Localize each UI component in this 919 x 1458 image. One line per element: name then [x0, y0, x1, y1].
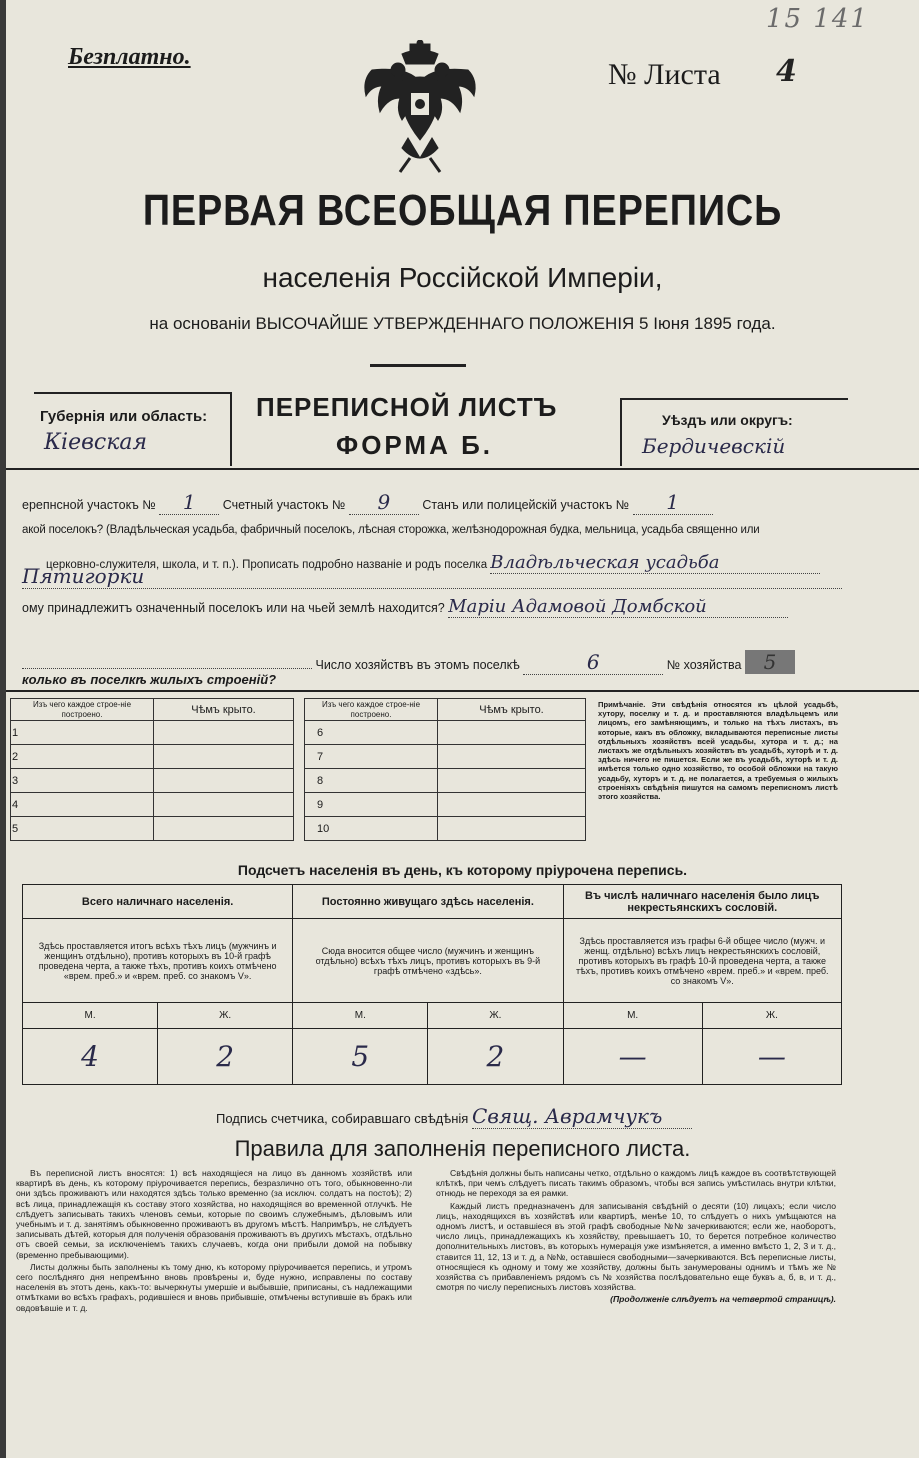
non-peasant-header: Въ числѣ наличнаго населенія было лицъ некрестьянскихъ сословій. [563, 885, 842, 919]
sheet-number-label: № Листа [608, 58, 721, 91]
material-header: Изъ чего каждое строе-ніе построено. [305, 699, 438, 721]
buildings-note: Примѣчаніе. Эти свѣдѣнія относятся къ цѣлой усадьбѣ, хутору, поселку и т. д. и проставляются владѣльцемъ или лицомъ, его замѣняющимъ, и только на тѣхъ листахъ, въ которые, какъ въ обложку, вкладываются переписные листы отдѣльныхъ хозяйствъ всей усадьбы, хутора и т. д.; на листахъ же отдѣльныхъ хозяйствъ въ усадьбѣ, хуторѣ и т. д. здѣсь ничего не пишется. Если же въ усадьбѣ, хуторѣ и т. д. имѣется только одно хозяйство, то особой обложки на такую усадьбу, хуторъ и т. д. не полагается, а требуемыя о жилыхъ строеніяхъ свѣдѣнія пишутся на самомъ переписномъ листѣ этого хозяйства. [598, 700, 838, 802]
building-row-number: 4 [11, 793, 154, 817]
rules-paragraph: Каждый листъ предназначенъ для записыванія свѣдѣній о десяти (10) лицахъ; если число лицъ, находящихся въ хозяйствѣ или квартирѣ, менѣе 10, то слѣдуетъ о нихъ умѣщаются на одномъ листѣ, и оставшіеся въ этой графѣ свободные №№ зачеркиваются; если же, наоборотъ, число лицъ, принадлежащихъ къ хозяйству, превышаетъ 10, то берется потребное количество дополнительныхъ листовъ, въ которыхъ нумерація уже измѣняется, а именно вмѣсто 1, 2, 3 и т. д., ставится 11, 12, 13 и т. д, а №№, оставшіеся свободными—зачеркиваются. Всѣ переписные листы, относящіеся къ одному и тому же хозяйству, должны быть занумерованы однимъ и тѣмъ же № хозяйства съ прибавленіемъ рядомъ съ № хозяйства послѣдовательно еще буквъ а, б, в, и т. д., смотря по числу переписныхъ листовъ хозяйства. [436, 1200, 836, 1293]
building-row-number: 8 [305, 769, 438, 793]
building-row-number: 2 [11, 745, 154, 769]
present-female-value: 2 [158, 1029, 293, 1085]
male-col-label: М. [23, 1003, 158, 1029]
census-sheet-title: ПЕРЕПИСНОЙ ЛИСТЪ [256, 392, 558, 422]
buildings-rule [6, 690, 919, 692]
settlement-name-label: церковно-служителя, школа, и т. п.). Прописать подробно названіе и родъ поселка [46, 559, 488, 571]
present-male-value: 4 [23, 1029, 158, 1085]
building-row-number: 6 [305, 721, 438, 745]
roof-header: Чѣмъ крыто. [438, 699, 586, 721]
material-header: Изъ чего каждое строе-ніе построено. [11, 699, 154, 721]
count-precinct-value: 9 [349, 490, 419, 515]
uezd-label: Уѣздъ или округъ: [662, 412, 793, 428]
count-precinct-label: Счетный участокъ № [222, 498, 346, 512]
female-col-label: Ж. [158, 1003, 293, 1029]
rules-continued: (Продолженіе слѣдуетъ на четвертой страницѣ). [610, 1294, 836, 1305]
households-label: Число хозяйствъ въ этомъ поселкѣ [315, 658, 520, 672]
rules-left-column [16, 1168, 412, 1315]
signature-label: Подпись счетчика, собиравшаго свѣдѣнія [216, 1111, 469, 1126]
resident-population-header: Постоянно живущаго здѣсь населенія. [293, 885, 563, 919]
census-sheet [6, 0, 919, 1458]
building-row-number: 5 [11, 817, 154, 841]
buildings-table-right [304, 698, 586, 841]
precinct-label: ерепнсной участокъ № [22, 498, 156, 512]
rules-right-column [436, 1168, 836, 1307]
rules-paragraph: Листы должны быть заполнены къ тому дню, къ которому пріурочивается перепись, и утромъ сего послѣдняго дня непремѣнно вновь провѣрены и, буде нужно, исправлены по составу населенія въ этотъ день, какъ-то: вычеркнуты умершіе и выбывшіе, приписаны, съ надлежащими отмѣтками во всѣхъ графахъ, родившіеся и вновь прибывшіе, отмѣчены вступившіе въ бракъ или овдовѣвшіе и т. д. [16, 1261, 412, 1313]
resident-male-value: 5 [293, 1029, 428, 1085]
settlement-type-line: акой поселокъ? (Владѣльческая усадьба, фабричный поселокъ, лѣсная сторожка, желѣзнодорожная будка, мельница, усадьба священно или [22, 524, 760, 536]
double-headed-eagle-emblem [358, 40, 482, 176]
roof-header: Чѣмъ крыто. [154, 699, 294, 721]
population-count-heading: Подсчетъ населенія въ день, къ которому пріурочена перепись. [237, 862, 688, 878]
stan-label: Станъ или полицейскій участокъ № [422, 498, 630, 512]
owner-value: Маріи Адамовой Домбской [448, 596, 788, 618]
buildings-question: колько въ поселкѣ жилыхъ строеній? [22, 672, 277, 687]
resident-female-value: 2 [428, 1029, 563, 1085]
present-population-desc: Здѣсь проставляется итогъ всѣхъ тѣхъ лицъ (мужчинъ и женщинъ отдѣльно), противъ которыхъ въ 10-й графѣ проведена черта, а также тѣхъ, противъ коихъ отмѣчено «врем. преб.» и «врем. преб. со знакомъ V». [23, 919, 293, 1003]
archive-number: 15 141 [766, 4, 869, 34]
male-col-label: М. [293, 1003, 428, 1029]
female-col-label: Ж. [702, 1003, 841, 1029]
precinct-value: 1 [159, 490, 219, 515]
settlement-name-value: Владѣльческая усадьба [490, 552, 820, 574]
form-name: ФОРМА Б. [336, 430, 493, 460]
stan-value: 1 [633, 490, 713, 515]
uezd-value: Бердичевскій [642, 434, 786, 458]
resident-population-desc: Сюда вносится общее число (мужчинъ и женщинъ отдѣльно) всѣхъ тѣхъ лицъ, противъ которыхъ въ 9-й графѣ отмѣчено «здѣсь». [293, 919, 563, 1003]
page-subtitle: населенія Россійской Имперіи, [262, 262, 663, 293]
precinct-line [22, 490, 713, 515]
non-peasant-male-value: — [563, 1029, 702, 1085]
male-col-label: М. [563, 1003, 702, 1029]
building-row-number: 3 [11, 769, 154, 793]
non-peasant-desc: Здѣсь проставляется изъ графы 6-й общее число (мужч. и женщ. отдѣльно) всѣхъ лицъ некрестьянскихъ сословій, противъ которыхъ въ графѣ 10-й проведена черта, а также тѣхъ, противъ коихъ отмѣчено «врем. преб.» и «врем. преб. со знакомъ V». [563, 919, 842, 1003]
form-top-rule [6, 468, 919, 470]
building-row-number: 7 [305, 745, 438, 769]
building-row-number: 9 [305, 793, 438, 817]
gubernia-value: Кіевская [44, 430, 148, 455]
enumerator-signature: Свящ. Аврамчукъ [472, 1104, 692, 1129]
non-peasant-female-value: — [702, 1029, 841, 1085]
building-row-number: 1 [11, 721, 154, 745]
household-number-value: 5 [745, 650, 795, 674]
free-label: Безплатно. [68, 44, 191, 70]
household-number-label: № хозяйства [666, 658, 742, 672]
building-row-number: 10 [305, 817, 438, 841]
present-population-header: Всего наличнаго населенія. [23, 885, 293, 919]
legal-basis: на основаніи ВЫСОЧАЙШЕ УТВЕРЖДЕННАГО ПОЛОЖЕНІЯ 5 Іюня 1895 года. [149, 314, 776, 333]
sheet-number-value: 4 [776, 54, 797, 89]
owner-line [22, 596, 788, 618]
rules-paragraph: Въ переписной листъ вносятся: 1) всѣ находящіеся на лицо въ данномъ хозяйствѣ или квартирѣ въ день, къ которому пріурочивается перепись, безразлично отъ того, обыкновенно-ли они здѣсь проживаютъ или находятся здѣсь только временно (за исключ. солдатъ на постоѣ); 2) всѣ лица, принадлежащія къ составу этого хозяйства, но находящіяся во временной отлучкѣ. Не слѣдуетъ записывать такихъ членовъ семьи, которые по своимъ служебнымъ, дѣловымъ или учебнымъ и т. д. занятіямъ обыкновенно проживаютъ въ другомъ мѣстѣ. Напримѣръ, не слѣдуетъ записывать дѣтей, которыя для полученія образованія проживаютъ въ другихъ мѣстахъ, отдѣльно отъ своей семьи, за исключеніемъ такихъ случаевъ, когда они прибыли домой на побывку (временно пребывающими). [16, 1168, 412, 1260]
rules-title: Правила для заполненія переписного листа. [234, 1136, 691, 1161]
rules-paragraph: Свѣдѣнія должны быть написаны четко, отдѣльно о каждомъ лицѣ каждое въ соотвѣтствующей клѣткѣ, при чемъ слѣдуетъ писать такимъ образомъ, чтобы вся запись умѣстилась внутри клѣтки, отнюдь не переходя за ея рамки. [436, 1168, 836, 1199]
population-count-table [22, 884, 842, 1085]
households-value: 6 [523, 650, 663, 675]
gubernia-label: Губернія или область: [40, 408, 208, 425]
divider-rule [370, 364, 466, 367]
owner-label: ому принадлежитъ означенный поселокъ или на чьей землѣ находится? [22, 601, 445, 615]
page-title: ПЕРВАЯ ВСЕОБЩАЯ ПЕРЕПИСЬ [142, 186, 783, 235]
settlement-name-continued: Пятигорки [22, 564, 842, 589]
signature-line [216, 1104, 692, 1129]
buildings-table-left [10, 698, 294, 841]
households-leader [22, 668, 312, 669]
female-col-label: Ж. [428, 1003, 563, 1029]
